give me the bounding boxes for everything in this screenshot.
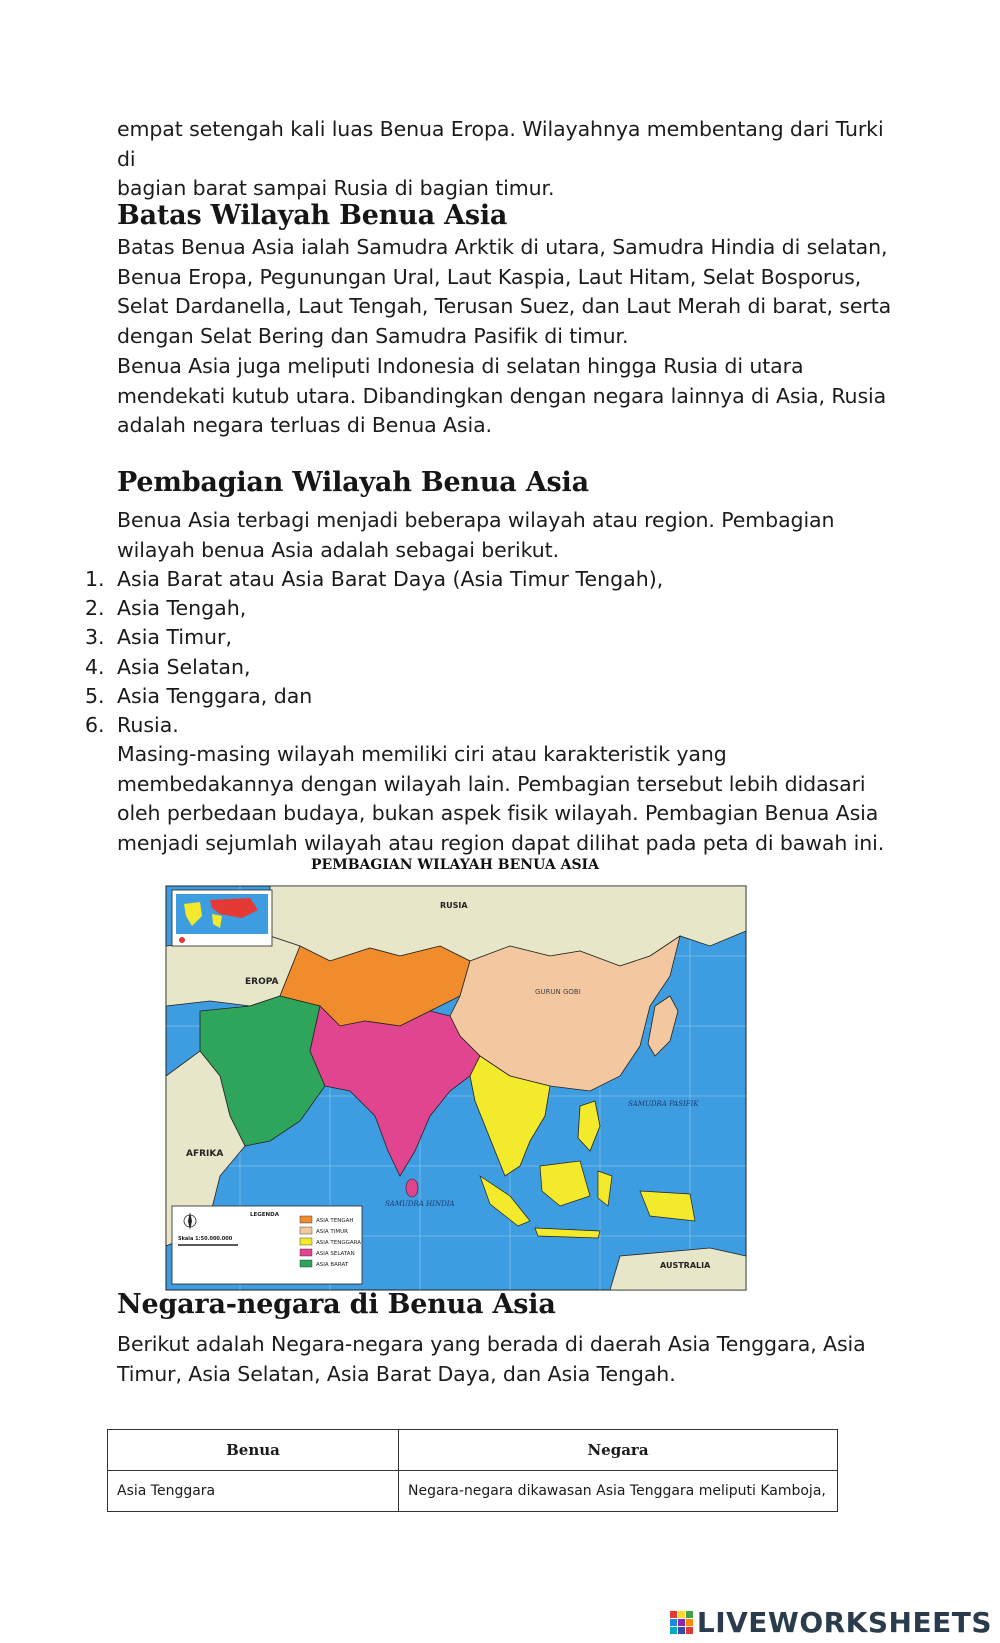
logo-square <box>678 1611 685 1618</box>
list-number: 2. <box>85 596 105 621</box>
legend-scale: Skala 1:50.000.000 <box>178 1236 233 1242</box>
label-samudra-hindia: SAMUDRA HINDIA <box>385 1200 455 1208</box>
label-afrika: AFRIKA <box>186 1149 224 1159</box>
logo-square <box>670 1619 677 1626</box>
logo-square <box>686 1611 693 1618</box>
label-rusia: RUSIA <box>440 901 468 910</box>
logo-square <box>670 1627 677 1634</box>
table-header: Benua <box>108 1430 399 1471</box>
table-header: Negara <box>399 1430 838 1471</box>
list-text: Asia Tengah, <box>117 596 247 621</box>
legend-label: ASIA TENGGARA <box>316 1240 361 1246</box>
list-number: 4. <box>85 654 105 679</box>
legend-label: ASIA SELATAN <box>316 1251 355 1257</box>
legend-swatch <box>300 1260 312 1267</box>
list-number: 5. <box>85 683 105 708</box>
asia-region-map <box>150 857 760 1302</box>
table-cell: Asia Tenggara <box>108 1471 399 1512</box>
legend-swatch <box>300 1227 312 1234</box>
list-item <box>85 623 663 652</box>
list-text: Asia Tenggara, dan <box>117 683 313 708</box>
intro-paragraph <box>117 115 892 204</box>
label-samudra-pasifik: SAMUDRA PASIFIK <box>628 1100 699 1108</box>
region-sri-lanka <box>406 1179 418 1197</box>
list-item <box>85 653 663 682</box>
legend-label: ASIA TENGAH <box>316 1218 354 1224</box>
map-graphic <box>150 876 760 1302</box>
list-number: 3. <box>85 625 105 650</box>
label-gurun-gobi: GURUN GOBI <box>535 988 581 996</box>
legend-swatch <box>300 1216 312 1223</box>
list-number: 1. <box>85 567 105 591</box>
logo-square <box>686 1619 693 1626</box>
inset-legend-dot <box>179 937 185 943</box>
table-row <box>108 1471 838 1512</box>
region-list <box>85 565 663 740</box>
logo-square <box>678 1627 685 1634</box>
logo-square <box>686 1627 693 1634</box>
logo-square <box>670 1611 677 1618</box>
list-text: Asia Barat atau Asia Barat Daya (Asia Timur Tengah), <box>117 567 664 591</box>
brand-logo-icon <box>670 1611 693 1634</box>
legend-swatch <box>300 1249 312 1256</box>
intro-line: empat setengah kali luas Benua Eropa. Wilayahnya membentang dari Turki di <box>117 117 884 171</box>
legend-title: LEGENDA <box>250 1212 279 1218</box>
list-text: Rusia. <box>117 713 179 738</box>
table-cell: Negara-negara dikawasan Asia Tenggara meliputi Kamboja, <box>399 1471 838 1512</box>
map-title: PEMBAGIAN WILAYAH BENUA ASIA <box>311 857 599 873</box>
brand-name: LIVEWORKSHEETS <box>696 1606 992 1639</box>
list-text: Asia Timur, <box>117 625 232 650</box>
list-item <box>85 682 663 711</box>
liveworksheets-logo[interactable] <box>670 1606 992 1639</box>
batas-paragraph-1: Batas Benua Asia ialah Samudra Arktik di utara, Samudra Hindia di selatan, Benua Eropa, Pegunungan Ural, Laut Kaspia, Laut Hitam, Selat Bosporus, Selat Dardanella, Laut Tengah, Terusan Suez, dan Laut Merah di barat, serta dengan Selat Bering dan Samudra Pasifik di timur. <box>117 235 892 348</box>
list-item <box>85 565 663 594</box>
list-number: 6. <box>85 713 105 738</box>
intro-line: bagian barat sampai Rusia di bagian timur. <box>117 176 555 200</box>
pembagian-intro: Benua Asia terbagi menjadi beberapa wilayah atau region. Pembagian wilayah benua Asia adalah sebagai berikut. <box>117 508 835 562</box>
country-table <box>107 1429 838 1512</box>
negara-intro: Berikut adalah Negara-negara yang berada di daerah Asia Tenggara, Asia Timur, Asia Selatan, Asia Barat Daya, dan Asia Tengah. <box>117 1332 866 1386</box>
table-header-row <box>108 1430 838 1471</box>
legend-swatch <box>300 1238 312 1245</box>
legend-label: ASIA TIMUR <box>316 1229 348 1235</box>
logo-square <box>678 1619 685 1626</box>
legend-label: ASIA BARAT <box>316 1262 349 1268</box>
label-eropa: EROPA <box>245 977 279 987</box>
pembagian-outro: Masing-masing wilayah memiliki ciri atau karakteristik yang membedakannya dengan wilayah lain. Pembagian tersebut lebih didasari oleh perbedaan budaya, bukan aspek fisik wilayah. Pembagian Benua Asia menjadi sejumlah wilayah atau region dapat dilihat pada peta di bawah ini. <box>117 742 885 855</box>
batas-paragraph-2: Benua Asia juga meliputi Indonesia di selatan hingga Rusia di utara mendekati kutub utara. Dibandingkan dengan negara lainnya di Asia, Rusia adalah negara terluas di Benua Asia. <box>117 354 887 437</box>
section-title-negara: Negara-negara di Benua Asia <box>117 1289 556 1320</box>
list-item <box>85 594 663 623</box>
list-text: Asia Selatan, <box>117 654 251 679</box>
section-title-pembagian: Pembagian Wilayah Benua Asia <box>117 467 589 498</box>
label-australia: AUSTRALIA <box>660 1261 711 1270</box>
section-title-batas: Batas Wilayah Benua Asia <box>117 200 508 231</box>
list-item <box>85 711 663 740</box>
